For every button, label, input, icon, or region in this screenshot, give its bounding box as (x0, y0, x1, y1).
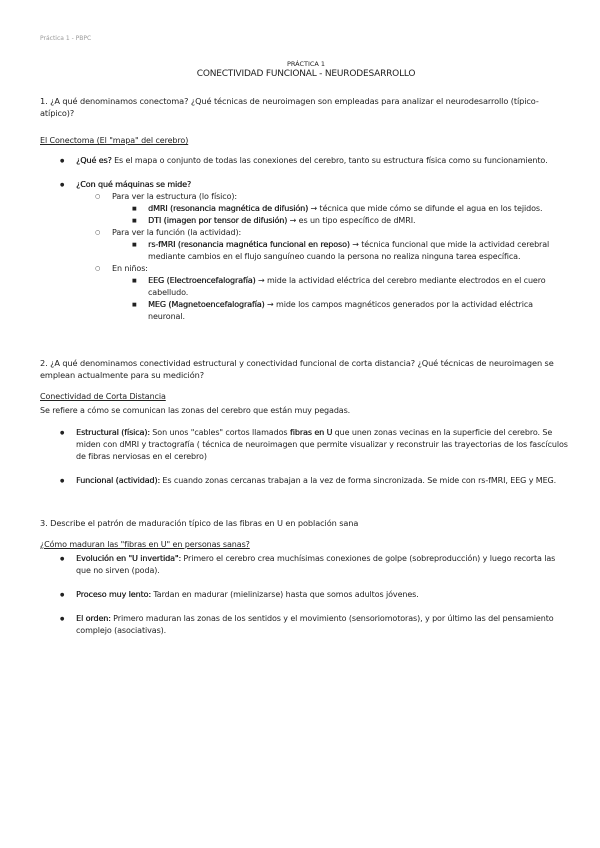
list-item: ● ¿Con qué máquinas se mide? ○ Para ver la estructura (lo físico): ■ dMRI (resonancia magnética de difusión) → técnica que mide cómo se difunde el agua en los tejidos. ■ DTI (imagen por tensor de difusión) → es un tipo específico de dMRI. ○ Para ver la función (la actividad): ■ rs-fMRI (resonancia magnética funcional en reposo) → técnica funcional que mide la actividad cerebral mediante cambios en el flujo sanguíneo cuando la persona no realiza ninguna tarea específica. ○ En niños: ■ EEG (Electroencefalografía) → mide la actividad eléctrica del cerebro mediante electrodos en el cuero cabelludo. ■ MEG (Magnetoencefalografía) → mide los campos magnéticos generados por la actividad eléctrica neuronal. (40, 179, 570, 323)
question-2: 2. ¿A qué denominamos conectividad estructural y conectividad funcional de corta distancia? ¿Qué técnicas de neuroimagen se emplean actualmente para su medición? (40, 358, 554, 380)
technique-item: ■ dMRI (resonancia magnética de difusión) → técnica que mide cómo se difunde el agua en los tejidos. (40, 203, 570, 215)
section-heading-maturation: ¿Cómo maduran las "fibras en U" en personas sanas? (40, 540, 250, 549)
connectome-list (40, 155, 570, 323)
list-item: ● Proceso muy lento: Tardan en madurar (mielinizarse) hasta que somos adultos jóvenes. (40, 589, 570, 601)
short-distance-list (40, 427, 570, 487)
document-body (40, 95, 570, 637)
technique-item: ■ EEG (Electroencefalografía) → mide la actividad eléctrica del cerebro mediante electrodos en el cuero cabelludo. (40, 275, 570, 299)
practice-label: PRÁCTICA 1 (286, 60, 326, 68)
sub-list-item: ○ En niños: ■ EEG (Electroencefalografía) → mide la actividad eléctrica del cerebro mediante electrodos en el cuero cabelludo. ■ MEG (Magnetoencefalografía) → mide los campos magnéticos generados por la actividad eléctrica neuronal. (40, 263, 570, 323)
list-item: ● Evolución en "U invertida": Primero el cerebro crea muchísimas conexiones de golpe (sobreproducción) y luego recorta las que no sirven (poda). (40, 553, 570, 577)
sub-list-item: ○ Para ver la función (la actividad): ■ rs-fMRI (resonancia magnética funcional en reposo) → técnica funcional que mide la actividad cerebral mediante cambios en el flujo sanguíneo cuando la persona no realiza ninguna tarea específica. (40, 227, 570, 263)
section-intro: Se refiere a cómo se comunican las zonas del cerebro que están muy pegadas. (40, 406, 351, 415)
document-title: CONECTIVIDAD FUNCIONAL - NEURODESARROLLO (196, 69, 416, 79)
sub-list (76, 191, 570, 323)
running-header: Práctica 1 - PBPC (40, 35, 92, 42)
question-3: 3. Describe el patrón de maduración típico de las fibras en U en población sana (40, 518, 359, 528)
maturation-list (40, 553, 570, 637)
section-heading-short-distance: Conectividad de Corta Distancia (40, 392, 166, 401)
title-block (0, 60, 600, 80)
technique-item: ■ rs-fMRI (resonancia magnética funcional en reposo) → técnica funcional que mide la actividad cerebral mediante cambios en el flujo sanguíneo cuando la persona no realiza ninguna tarea específica. (40, 239, 570, 263)
list-item: ● Estructural (física): Son unos "cables" cortos llamados fibras en U que unen zonas vecinas en la superficie del cerebro. Se miden con dMRI y tractografía ( técnica de neuroimagen que permite visualizar y reconstruir las trayectorias de los fascículos de fibras nerviosas en el cerebro) (40, 427, 570, 463)
technique-item: ■ DTI (imagen por tensor de difusión) → es un tipo específico de dMRI. (40, 215, 570, 227)
section-heading-connectome: El Conectoma (El "mapa" del cerebro) (40, 136, 189, 145)
technique-item: ■ MEG (Magnetoencefalografía) → mide los campos magnéticos generados por la actividad eléctrica neuronal. (40, 299, 570, 323)
list-item: ● El orden: Primero maduran las zonas de los sentidos y el movimiento (sensoriomotoras), y por último las del pensamiento complejo (asociativas). (40, 613, 570, 637)
list-item: ● Funcional (actividad): Es cuando zonas cercanas trabajan a la vez de forma sincronizada. Se mide con rs-fMRI, EEG y MEG. (40, 475, 570, 487)
sub-list-item: ○ Para ver la estructura (lo físico): ■ dMRI (resonancia magnética de difusión) → técnica que mide cómo se difunde el agua en los tejidos. ■ DTI (imagen por tensor de difusión) → es un tipo específico de dMRI. (40, 191, 570, 227)
question-1: 1. ¿A qué denominamos conectoma? ¿Qué técnicas de neuroimagen son empleadas para analizar el neurodesarrollo (típico-atípico)? (40, 96, 539, 118)
list-item: ● ¿Qué es? Es el mapa o conjunto de todas las conexiones del cerebro, tanto su estructura física como su funcionamiento. (40, 155, 570, 167)
